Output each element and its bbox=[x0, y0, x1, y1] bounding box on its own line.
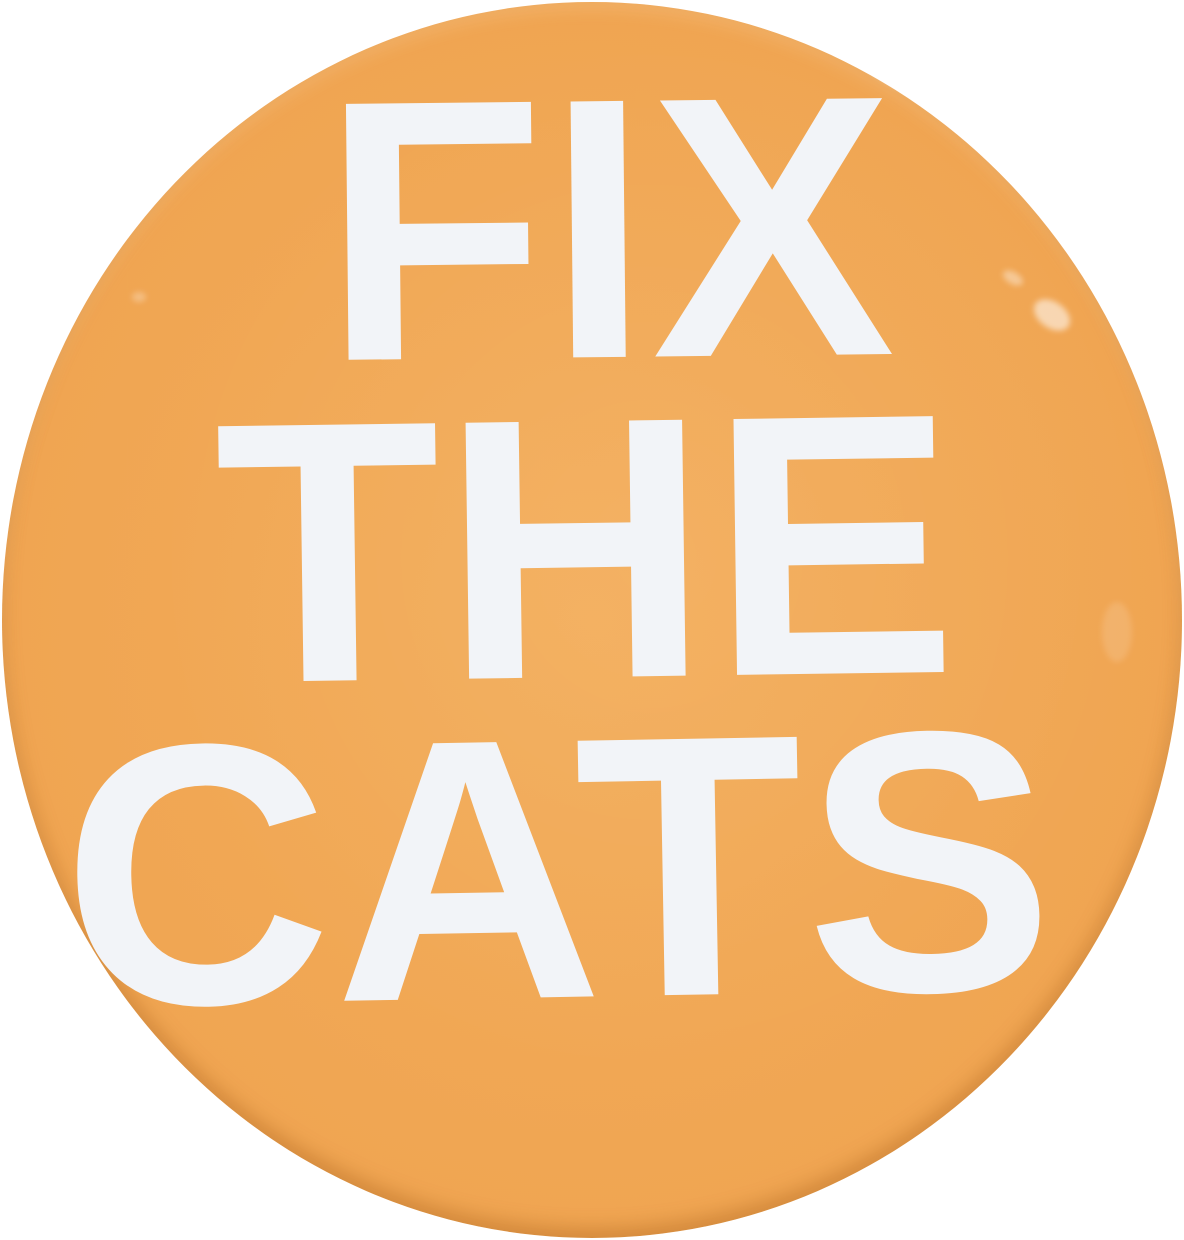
slogan-line-the: THE bbox=[212, 334, 962, 762]
slogan-line-cats: CATS bbox=[58, 651, 1059, 1085]
glare-highlight bbox=[1000, 267, 1025, 288]
slogan-line-fix: FIX bbox=[320, 16, 898, 440]
glare-highlight bbox=[1028, 293, 1076, 337]
glare-highlight bbox=[132, 292, 146, 302]
glare-highlight bbox=[1102, 602, 1132, 662]
orange-pin-button bbox=[2, 2, 1182, 1238]
